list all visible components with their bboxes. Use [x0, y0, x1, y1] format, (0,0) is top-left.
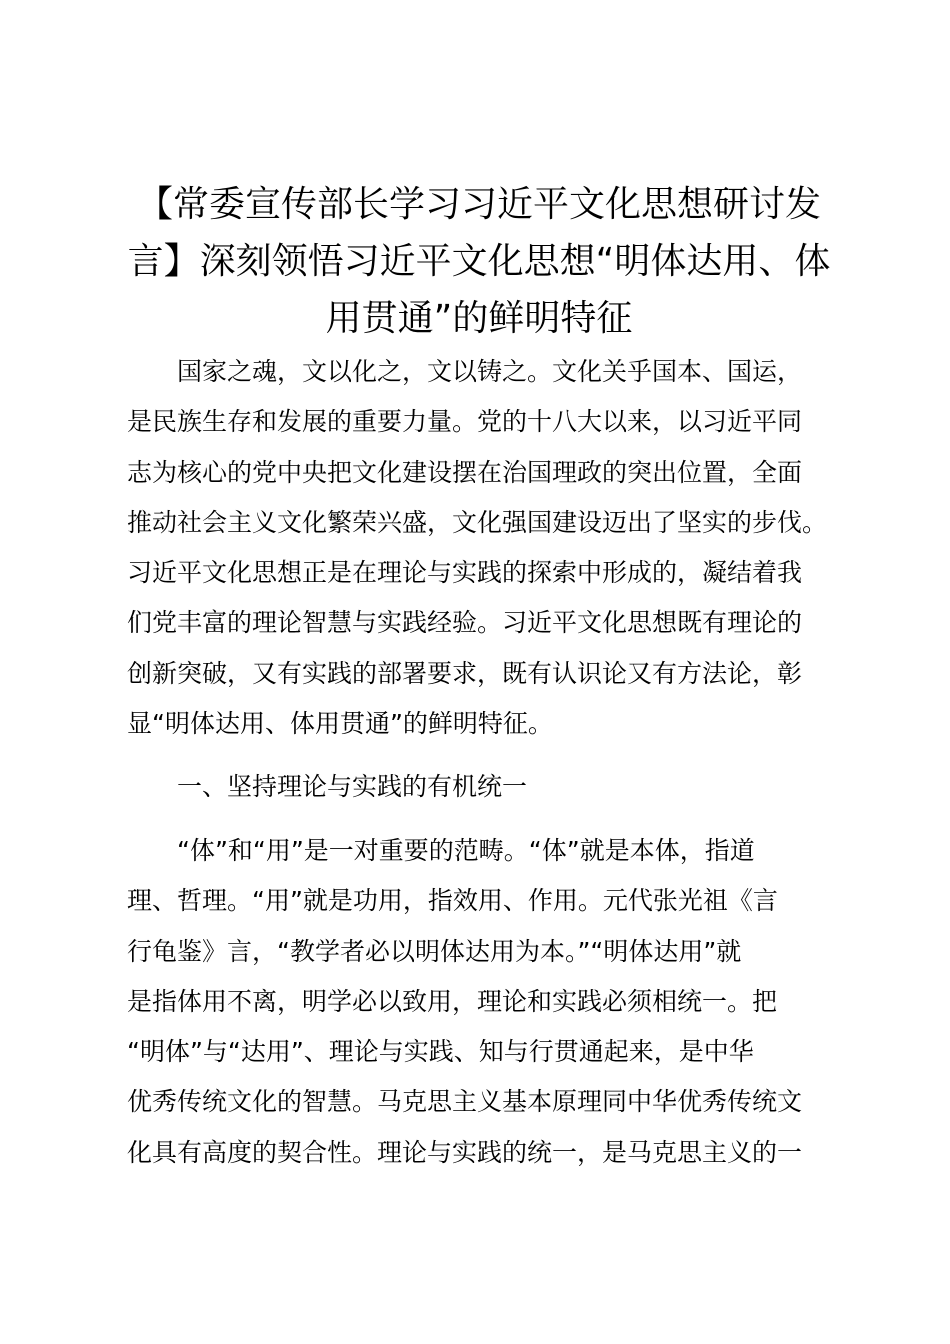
paragraph-line: 行龟鉴》言，“教学者必以明体达用为本。”“明体达用”就 — [127, 936, 742, 966]
title-line: 言】深刻领悟习近平文化思想“明体达用、体 — [127, 241, 831, 282]
paragraph-line: 们党丰富的理论智慧与实践经验。习近平文化思想既有理论的 — [127, 608, 803, 638]
paragraph-line: 创新突破，又有实践的部署要求，既有认识论又有方法论，彰 — [127, 658, 803, 688]
paragraph-line: 理、哲理。“用”就是功用，指效用、作用。元代张光祖《言 — [127, 886, 778, 916]
document-title — [120, 176, 838, 347]
title-line: 【常委宣传部长学习习近平文化思想研讨发 — [136, 184, 821, 225]
paragraph-line: “明体”与“达用”、理论与实践、知与行贯通起来，是中华 — [127, 1037, 754, 1067]
paragraph-line: 是民族生存和发展的重要力量。党的十八大以来，以习近平同 — [127, 407, 803, 437]
paragraph-line: 化具有高度的契合性。理论与实践的统一，是马克思主义的一 — [127, 1137, 803, 1167]
paragraph-line: 是指体用不离，明学必以致用，理论和实践必须相统一。把 — [127, 986, 778, 1016]
intro-paragraph — [127, 347, 837, 749]
paragraph-line: 国家之魂，文以化之，文以铸之。文化关乎国本、国运， — [177, 357, 803, 386]
title-line: 用贯通”的鲜明特征 — [325, 298, 633, 339]
paragraph-line: “体”和“用”是一对重要的范畴。“体”就是本体，指道 — [177, 836, 755, 865]
paragraph-line: 优秀传统文化的智慧。马克思主义基本原理同中华优秀传统文 — [127, 1087, 803, 1117]
paragraph-line: 显“明体达用、体用贯通”的鲜明特征。 — [127, 709, 553, 739]
paragraph-line: 习近平文化思想正是在理论与实践的探索中形成的，凝结着我 — [127, 558, 803, 588]
section-heading-text: 一、坚持理论与实践的有机统一 — [177, 772, 528, 801]
section-paragraph — [127, 826, 837, 1178]
section-heading — [127, 762, 837, 812]
paragraph-line: 推动社会主义文化繁荣兴盛，文化强国建设迈出了坚实的步伐。 — [127, 507, 828, 537]
paragraph-line: 志为核心的党中央把文化建设摆在治国理政的突出位置，全面 — [127, 457, 803, 487]
